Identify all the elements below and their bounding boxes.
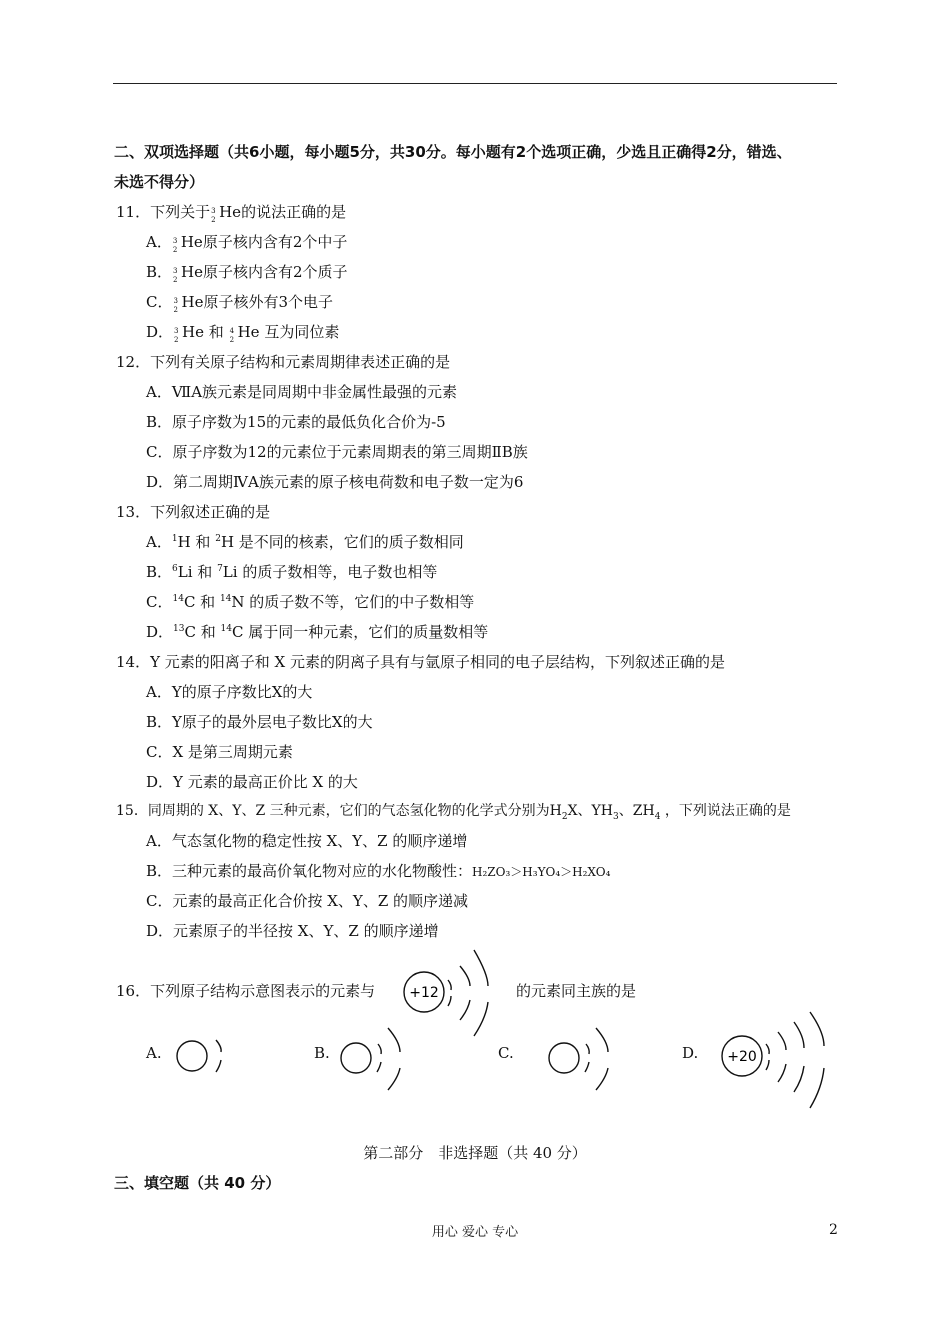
q12-option-a: A．ⅦA族元素是同周期中非金属性最强的元素	[146, 383, 458, 401]
q12-option-d: D．第二周期ⅣA族元素的原子核电荷数和电子数一定为6	[146, 473, 524, 491]
q16-option-a-diagram	[172, 1030, 232, 1080]
q16-stem-post: 的元素同主族的是	[516, 982, 637, 1000]
q16-option-c-label: C.	[498, 1044, 514, 1062]
q16-option-c-diagram	[544, 1022, 620, 1092]
q15-option-b: B．三种元素的最高价氧化物对应的水化物酸性：H₂ZO₃＞H₃YO₄＞H₂XO₄	[146, 862, 611, 880]
q15-stem: 15．同周期的 X、Y、Z 三种元素，它们的气态氢化物的化学式分别为$H_2X$、$YH_3$、$ZH_4$ ，下列说法正确的是	[116, 803, 791, 822]
q13-option-c: C．$^{14}$C 和 $^{14}$N 的质子数不等，它们的中子数相等	[146, 593, 475, 611]
q12-stem: 12．下列有关原子结构和元素周期律表述正确的是	[116, 353, 451, 371]
q12-option-c: C．原子序数为12的元素位于元素周期表的第三周期ⅡB族	[146, 443, 528, 461]
q13-option-d: D．$^{13}$C 和 $^{14}$C 属于同一种元素，它们的质量数相等	[146, 623, 489, 641]
q11-option-b: B． 3 2 He原子核内含有2个质子	[146, 263, 348, 284]
q11-option-c: C． 3 2 He原子核外有3个电子	[146, 293, 333, 314]
part2-title: 第二部分 非选择题（共 40 分）	[363, 1144, 587, 1162]
q16-option-a-label: A.	[146, 1044, 162, 1062]
q13-option-b: B．$^6$Li 和 $^7$Li 的质子数相等，电子数也相等	[146, 563, 438, 581]
q16-option-d-label: D.	[682, 1044, 699, 1062]
q14-option-b: B．Y原子的最外层电子数比X的大	[146, 713, 373, 731]
q11-option-a: A． 3 2 He原子核内含有2个中子	[146, 233, 348, 254]
q14-stem: 14．Y 元素的阳离子和 X 元素的阴离子具有与氩原子相同的电子层结构，下列叙述正确的是	[116, 653, 725, 671]
he3-isotope: 3 2	[211, 207, 216, 224]
svg-text:+20: +20	[727, 1049, 757, 1065]
q15-option-a: A．气态氢化物的稳定性按 X、Y、Z 的顺序递增	[146, 832, 468, 850]
q14-option-c: C．X 是第三周期元素	[146, 743, 293, 761]
reference-atom-diagram	[398, 944, 498, 1040]
q12-option-b: B．原子序数为15的元素的最低负化合价为-5	[146, 413, 446, 431]
section2-heading-cont: 未选不得分）	[114, 173, 205, 191]
q14-option-d: D．Y 元素的最高正价比 X 的大	[146, 773, 358, 791]
q16-stem-pre: 16．下列原子结构示意图表示的元素与	[116, 982, 376, 1000]
q13-stem: 13．下列叙述正确的是	[116, 503, 271, 521]
page-footer: 用心 爱心 专心	[431, 1225, 519, 1240]
page-number: 2	[829, 1222, 838, 1238]
q16-option-b-label: B.	[314, 1044, 330, 1062]
section2-heading: 二、双项选择题（共6小题，每小题5分，共30分。每小题有2个选项正确，少选且正确得2分，错选、	[114, 143, 792, 161]
svg-text:+12: +12	[409, 985, 439, 1001]
section3-heading: 三、填空题（共 40 分）	[114, 1174, 281, 1192]
q11-option-d: D． 3 2 He 和 4 2 He 互为同位素	[146, 323, 340, 344]
q13-option-a: A．$^1$H 和 $^2$H 是不同的核素，它们的质子数相同	[146, 533, 464, 551]
q15-option-d: D．元素原子的半径按 X、Y、Z 的顺序递增	[146, 922, 439, 940]
q15-option-c: C．元素的最高正化合价按 X、Y、Z 的顺序递减	[146, 892, 469, 910]
q11-stem: 11．下列关于 3 2 He的说法正确的是	[116, 203, 347, 224]
q14-option-a: A．Y的原子序数比X的大	[146, 683, 313, 701]
q16-option-d-diagram	[718, 1010, 830, 1110]
q16-option-b-diagram	[336, 1022, 412, 1092]
header-rule	[113, 83, 837, 84]
